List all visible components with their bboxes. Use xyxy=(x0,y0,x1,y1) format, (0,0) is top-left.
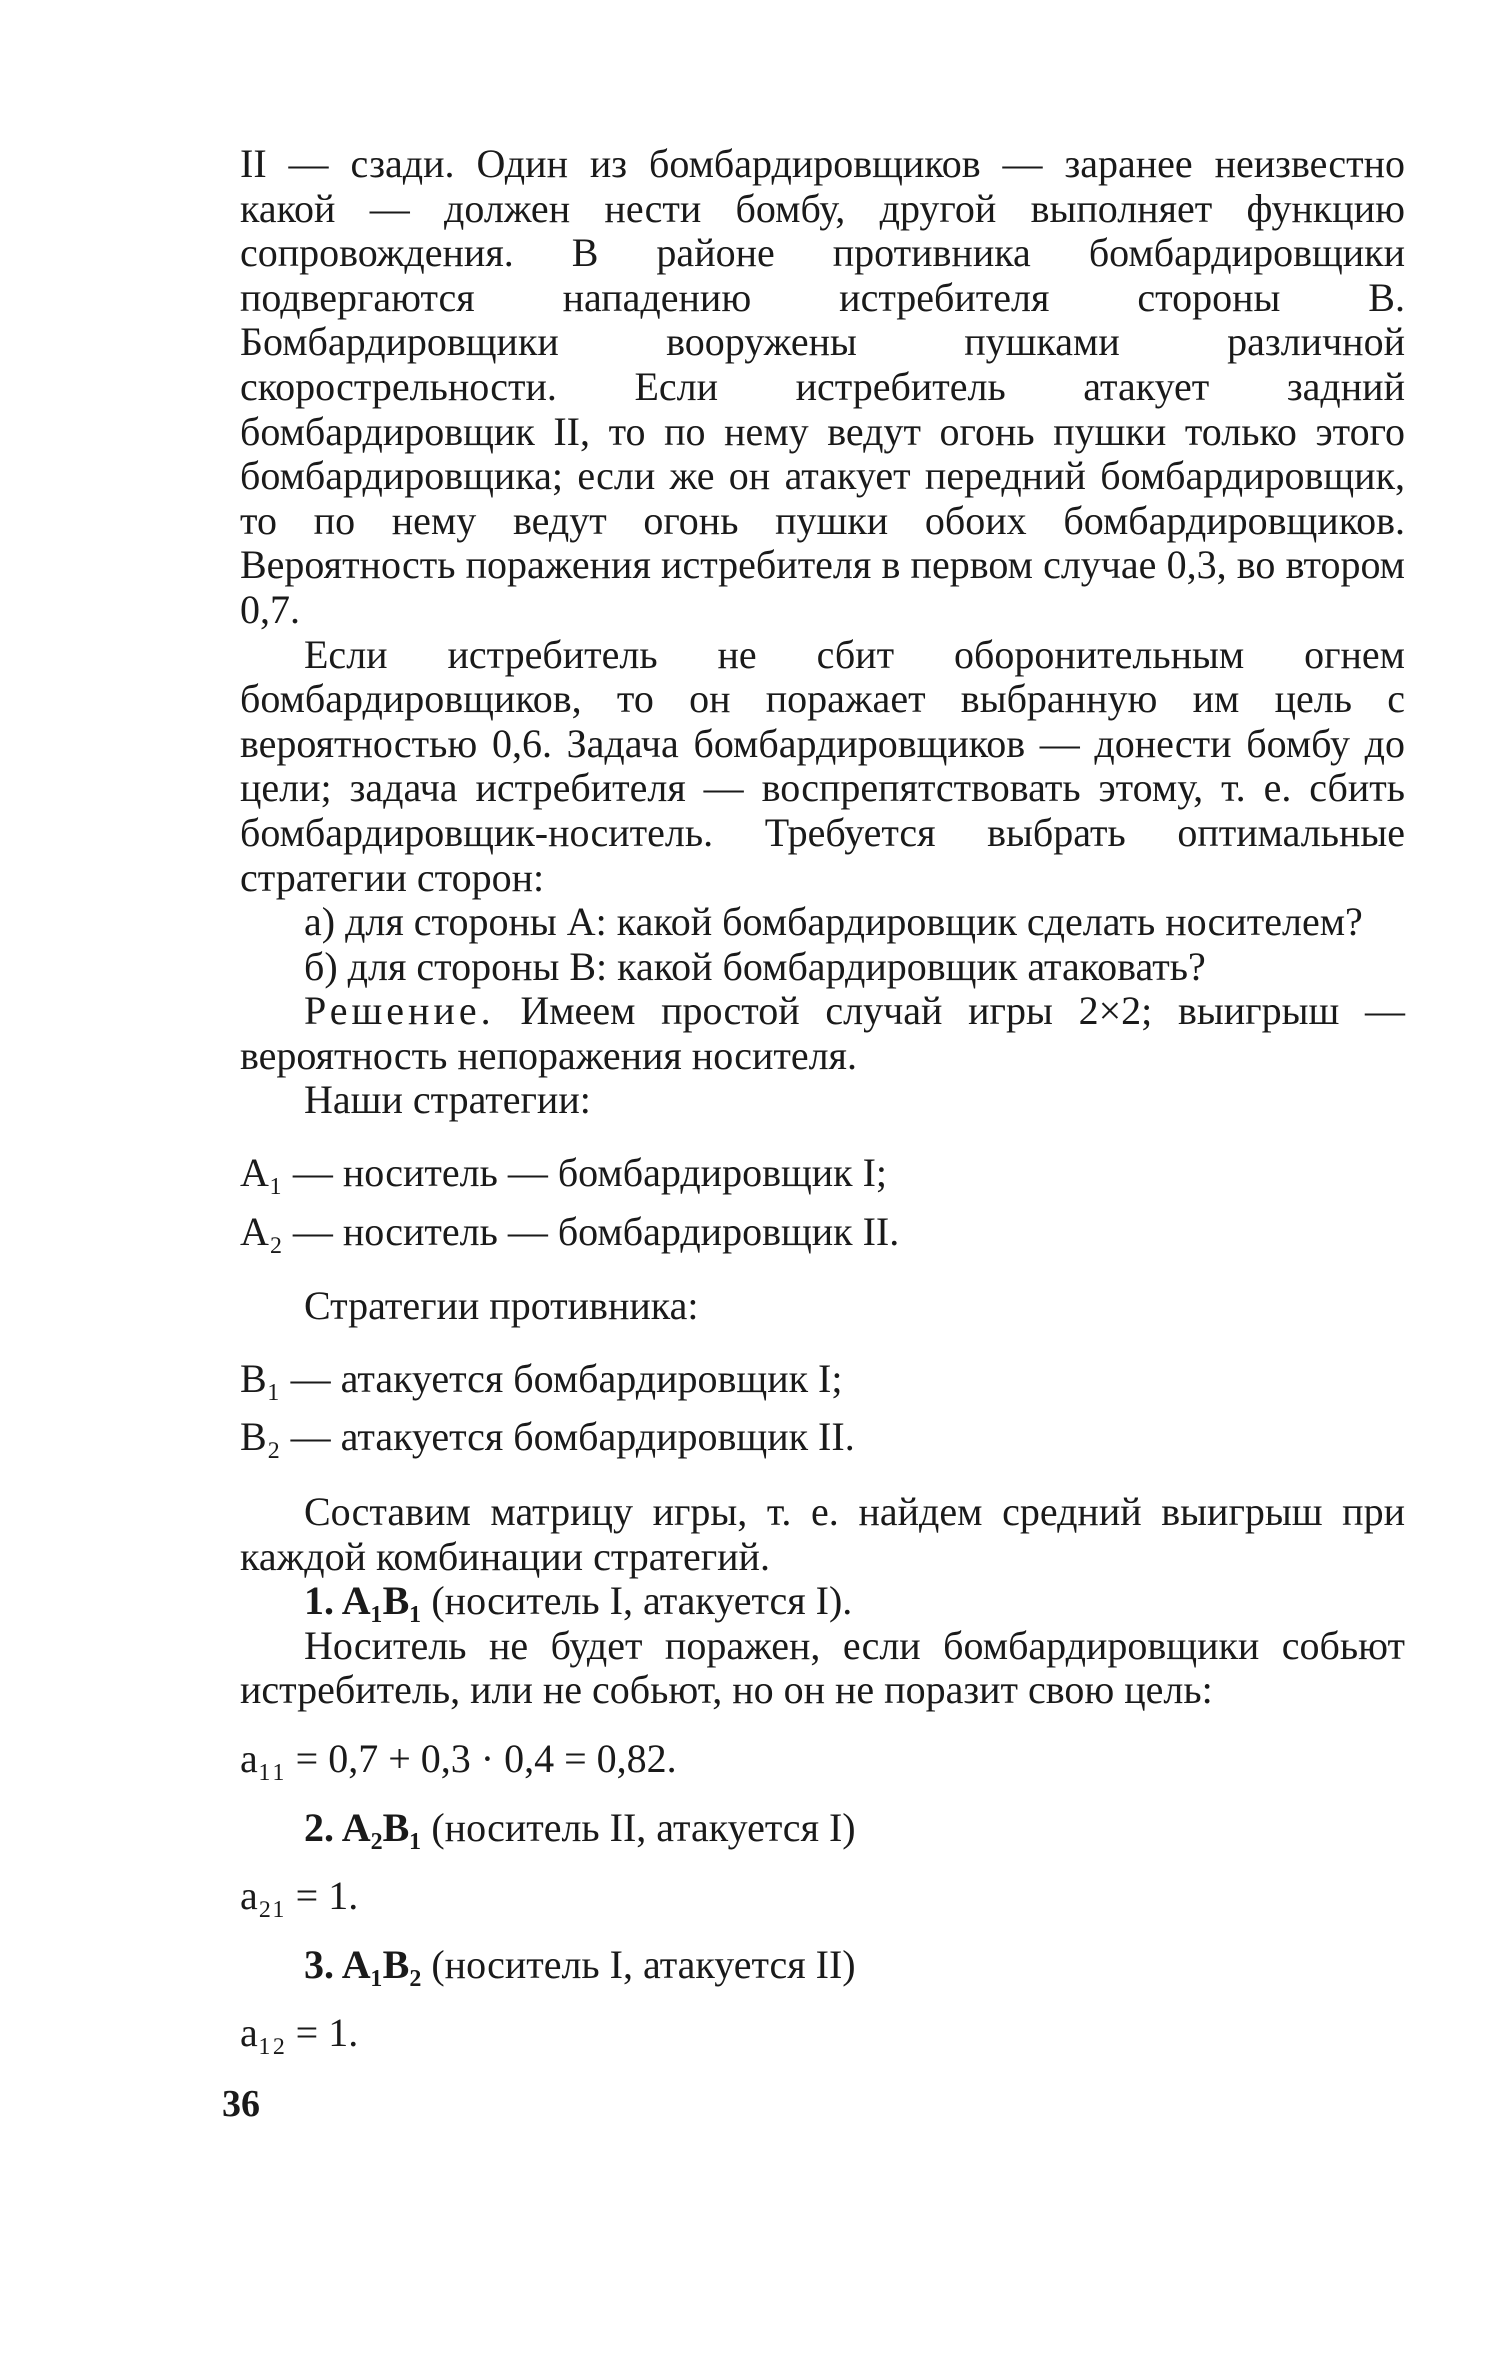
case-2-text: (носитель II, атакуется I) xyxy=(431,1804,856,1850)
formula-a21: a₂₁ = 1. xyxy=(240,1873,359,1919)
case-2-heading xyxy=(240,1806,1405,1851)
solution-text: Имеем простой случай игры 2×2; выигрыш — вероятность непоражения носителя. xyxy=(240,988,1406,1078)
case-3-heading xyxy=(240,1943,1405,1988)
strategy-a1: A₁ — носитель — бомбардировщик I; xyxy=(240,1150,888,1196)
paragraph-problem-setup: II — сзади. Один из бомбардировщиков — заранее неизвестно какой — должен нести бомбу, другой выполняет функцию сопровождения. В районе противника бомбардировщики подвергаются нападению истребителя стороны B. Бомбардировщики вооружены пушками различной скорострельности. Если истребитель атакует задний бомбардировщик II, то по нему ведут огонь пушки только этого бомбардировщика; если же он атакует передний бомбардировщик, то по нему ведут огонь пушки обоих бомбардировщиков. Вероятность поражения истребителя в первом случае 0,3, во втором 0,7. xyxy=(240,141,1405,632)
strategy-b1: B₁ — атакуется бомбардировщик I; xyxy=(240,1355,843,1401)
our-strategies-heading: Наши стратегии: xyxy=(304,1077,591,1123)
case-1-heading xyxy=(240,1579,1405,1624)
case-1-label: 1. A₁B₁ xyxy=(304,1578,422,1624)
paragraph-problem-statement: Если истребитель не сбит оборонительным огнем бомбардировщиков, то он поражает выбранную им цель с вероятностью 0,6. Задача бомбардировщиков — донести бомбу до цели; задача истребителя — воспрепятствовать этому, т. е. сбить бомбардировщик-носитель. Требуется выбрать оптимальные стратегии сторон: xyxy=(240,631,1405,900)
formula-a12: a₁₂ = 1. xyxy=(240,2010,359,2056)
solution-label: Решение. xyxy=(304,988,495,1034)
strategy-b2: B₂ — атакуется бомбардировщик II. xyxy=(240,1414,855,1460)
question-side-b: б) для стороны B: какой бомбардировщик атаковать? xyxy=(304,943,1206,989)
page-text-body xyxy=(240,142,1405,2056)
case-1-text: (носитель I, атакуется I). xyxy=(431,1578,853,1624)
page-number: 36 xyxy=(222,2083,260,2125)
case-3-text: (носитель I, атакуется II) xyxy=(431,1941,856,1987)
question-side-a: а) для стороны A: какой бомбардировщик сделать носителем? xyxy=(304,899,1363,945)
strategy-a2: A₂ — носитель — бомбардировщик II. xyxy=(240,1208,900,1254)
case-3-label: 3. A₁B₂ xyxy=(304,1941,422,1987)
solution-paragraph xyxy=(240,989,1405,1078)
formula-a11: a₁₁ = 0,7 + 0,3 · 0,4 = 0,82. xyxy=(240,1736,677,1781)
case-1-explanation: Носитель не будет поражен, если бомбардировщики собьют истребитель, или не собьют, но он не поразит свою цель: xyxy=(240,1622,1405,1713)
matrix-paragraph: Составим матрицу игры, т. е. найдем средний выигрыш при каждой комбинации стратегий. xyxy=(240,1489,1405,1579)
opponent-strategies-heading: Стратегии противника: xyxy=(304,1283,699,1329)
case-2-label: 2. A₂B₁ xyxy=(304,1804,422,1850)
